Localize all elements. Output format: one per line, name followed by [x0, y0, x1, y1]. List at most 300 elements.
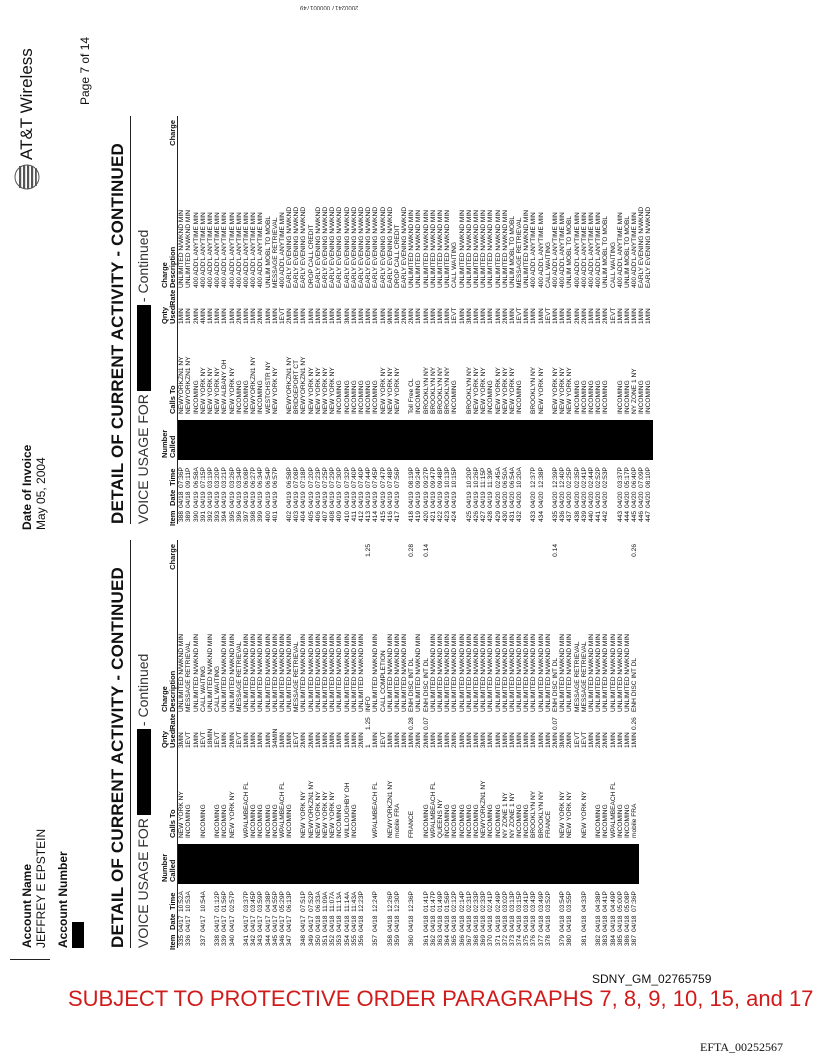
item-number: 390: [192, 511, 200, 523]
quantity-used: 1EVT: [278, 307, 286, 324]
charge-description: UNLIM MOBL TO MOBL: [264, 215, 272, 288]
calls-to: INCOMING: [595, 380, 603, 414]
charge-amount: 1.25: [365, 544, 373, 557]
call-date: 04/18: [623, 915, 631, 932]
quantity-used: 1MIN: [386, 732, 394, 748]
call-time: 03:02P: [501, 891, 509, 912]
call-row: [581, 116, 588, 524]
charge-description: UNLIMITED N/WKND MIN: [372, 633, 380, 712]
call-row: [631, 116, 638, 524]
quantity-used: 1MIN: [472, 308, 480, 324]
call-time: 06:13P: [286, 891, 294, 912]
quantity-used: 1MIN: [192, 732, 200, 748]
item-number: 442: [602, 511, 610, 523]
quantity-used: 1MIN: [516, 732, 524, 748]
calls-to: INCOMING: [587, 380, 595, 414]
calls-to: INCOMING: [221, 804, 229, 838]
quantity-used: 1MIN: [178, 308, 186, 324]
call-date: 04/18: [393, 915, 401, 932]
call-row: [516, 540, 523, 948]
calls-to: BROOKLYN NY: [422, 366, 430, 414]
call-time: 07:36P: [178, 467, 186, 488]
charge-amount: 0.14: [422, 544, 430, 557]
call-date: 04/18: [516, 915, 524, 932]
call-date: 04/18: [508, 915, 516, 932]
call-time: 10:52A: [178, 891, 186, 912]
call-row: [502, 116, 509, 524]
call-time: 02:53P: [602, 467, 610, 488]
quantity-used: 1MIN: [242, 308, 250, 324]
call-time: 09:11P: [185, 467, 193, 488]
calls-to: NEW YORK NY: [379, 367, 387, 414]
charge-description: UNLIMITED N/WKND MIN: [393, 633, 401, 712]
call-date: 04/18: [494, 915, 502, 932]
call-time: 10:20A: [516, 467, 524, 488]
call-time: 03:26P: [228, 467, 236, 488]
call-time: 03:43P: [530, 891, 538, 912]
item-number: 368: [472, 935, 480, 947]
quantity-used: 1MIN: [214, 308, 222, 324]
call-date: 04/18: [444, 915, 452, 932]
call-date: 04/18: [386, 915, 394, 932]
quantity-used: 1MIN: [523, 308, 531, 324]
item-number: 447: [645, 511, 653, 523]
calls-to: BROOKLYN NY: [444, 366, 452, 414]
item-number: 431: [508, 511, 516, 523]
charge-description: UNLIMITED N/WKND MIN: [286, 633, 294, 712]
item-number: 352: [329, 935, 337, 947]
item-number: 395: [228, 511, 236, 523]
calls-to: NEW YORK NY: [552, 367, 560, 414]
charge-description: UNLIM MOBL TO MOBL: [508, 215, 516, 288]
call-time: 04:38P: [595, 891, 603, 912]
quantity-used: 1MIN: [444, 308, 452, 324]
call-row: [574, 540, 581, 948]
item-number: 388: [178, 511, 186, 523]
call-date: 04/19: [437, 491, 445, 508]
quantity-used: 2MIN: [235, 308, 243, 324]
charge-description: UNLIMITED N/WKND MIN: [501, 209, 509, 288]
call-date: 04/19: [207, 491, 215, 508]
call-date: 04/17: [221, 915, 229, 932]
item-number: 420: [422, 511, 430, 523]
calls-to: NEW YORK NY: [214, 367, 222, 414]
call-row: [344, 540, 351, 948]
call-time: 07:40P: [357, 467, 365, 488]
call-date: 04/17: [214, 915, 222, 932]
calls-to: INCOMING: [623, 804, 631, 838]
call-time: 02:33P: [472, 891, 480, 912]
quantity-used: 1EVT: [544, 307, 552, 324]
call-date: 04/20: [559, 491, 567, 508]
call-row: [286, 540, 293, 948]
call-time: 02:25P: [566, 467, 574, 488]
quantity-used: 1MIN: [278, 732, 286, 748]
right-detail-panel: [108, 116, 800, 524]
call-date: 04/19: [350, 491, 358, 508]
calls-to: WPALMBEACH FL: [242, 782, 250, 838]
calls-to: NEW YORK NY: [480, 367, 488, 414]
call-time: 05:17P: [623, 467, 631, 488]
item-number: 376: [530, 935, 538, 947]
col-item: Item: [168, 510, 178, 526]
call-date: 04/19: [293, 491, 301, 508]
calls-to: NEW YORK NY: [386, 367, 394, 414]
charge-description: UNLIMITED N/WKND MIN: [192, 633, 200, 712]
quantity-used: 1MIN: [458, 308, 466, 324]
charge-description: 400 ADD'L ANYTIME MIN: [199, 212, 207, 288]
call-date: 04/19: [357, 491, 365, 508]
call-time: 11:43A: [350, 891, 358, 912]
item-number: 428: [487, 511, 495, 523]
account-name-label: Account Name: [20, 863, 34, 948]
quantity-used: 1MIN: [501, 732, 509, 748]
quantity-used: 1MIN: [544, 732, 552, 748]
calls-to: INCOMING: [602, 804, 610, 838]
call-time: 02:57P: [228, 891, 236, 912]
item-number: 371: [494, 935, 502, 947]
quantity-used: 1MIN: [508, 308, 516, 324]
calls-to: INCOMING: [451, 804, 459, 838]
call-date: 04/19: [228, 491, 236, 508]
quantity-used: 1MIN: [530, 308, 538, 324]
left-call-rows: [178, 540, 638, 948]
call-date: 04/18: [523, 915, 531, 932]
call-row: [530, 116, 537, 524]
att-globe-icon: [14, 164, 40, 190]
quantity-used: 1MIN: [458, 732, 466, 748]
item-number: 374: [516, 935, 524, 947]
call-row: [538, 116, 545, 524]
call-row: [466, 540, 473, 948]
call-row: [243, 116, 250, 524]
call-date: 04/18: [616, 915, 624, 932]
item-number: 348: [300, 935, 308, 947]
call-date: 04/20: [516, 491, 524, 508]
call-time: 12:36P: [408, 891, 416, 912]
charge-description: ENH DISC INT DL: [422, 657, 430, 712]
item-number: 370: [487, 935, 495, 947]
charge-description: EARLY EVENING N/WKND: [357, 206, 365, 288]
item-number: 411: [350, 511, 358, 522]
call-time: 07:09P: [638, 467, 646, 488]
call-row: [631, 540, 638, 948]
quantity-used: 3MIN: [559, 732, 567, 748]
charge-description: 400 ADD'L ANYTIME MIN: [631, 212, 639, 288]
charge-description: UNLIMITED N/WKND MIN: [508, 633, 516, 712]
panel-title: DETAIL OF CURRENT ACTIVITY - CONTINUED: [108, 540, 131, 948]
calls-to: NEW YORK NY: [559, 791, 567, 838]
call-date: 04/18: [472, 915, 480, 932]
item-number: 392: [207, 511, 215, 523]
call-date: 04/19: [408, 491, 416, 508]
call-date: 04/17: [264, 915, 272, 932]
quantity-used: 1MIN: [530, 732, 538, 748]
call-row: [279, 540, 286, 948]
col-charge-desc-top: Charge: [160, 686, 170, 712]
charge-description: MESSAGE RETRIEVAL: [271, 217, 279, 288]
item-number: 400: [264, 511, 272, 523]
call-date: 04/17: [286, 915, 294, 932]
call-row: [351, 116, 358, 524]
quantity-used: 1MIN: [293, 308, 301, 324]
call-time: 08:19P: [408, 467, 416, 488]
call-date: 04/18: [530, 915, 538, 932]
calls-to: INCOMING: [343, 380, 351, 414]
quantity-used: 3MIN: [178, 732, 186, 748]
call-row: [617, 116, 624, 524]
call-time: 01:56P: [444, 891, 452, 912]
call-row: [459, 540, 466, 948]
item-number: 372: [501, 935, 509, 947]
item-number: 430: [501, 511, 509, 523]
call-row: [243, 540, 250, 948]
charge-description: UNLIMITED N/WKND MIN: [350, 633, 358, 712]
calls-to: NEW YORK NY: [537, 367, 545, 414]
call-date: 04/20: [623, 491, 631, 508]
call-date: 04/17: [228, 915, 236, 932]
bates-number: SDNY_GM_02765759: [592, 972, 712, 986]
quantity-used: 2MIN: [602, 308, 610, 324]
charge-description: UNLIMITED N/WKND MIN: [221, 633, 229, 712]
quantity-used: 1EVT: [214, 731, 222, 748]
call-time: 03:55P: [566, 891, 574, 912]
charge-description: UNLIMITED N/WKND MIN: [185, 209, 193, 288]
charge-description: UNLIMITED N/WKND MIN: [444, 633, 452, 712]
item-number: 378: [544, 935, 552, 947]
calls-to: INCOMING: [516, 804, 524, 838]
invoice-date-block: [20, 445, 48, 530]
call-time: 06:34P: [257, 467, 265, 488]
quantity-used: 1MIN: [623, 308, 631, 324]
rate: 0.28: [408, 717, 416, 730]
calls-to: NEW YORK NY: [559, 367, 567, 414]
efta-number: EFTA_00252567: [700, 1040, 784, 1054]
call-date: 04/19: [365, 491, 373, 508]
quantity-used: 1EVT: [293, 731, 301, 748]
charge-description: UNLIMITED N/WKND MIN: [178, 209, 186, 288]
call-row: [272, 116, 279, 524]
call-row: [566, 540, 573, 948]
calls-to: BROOKLYN NY: [465, 366, 473, 414]
charge-description: UNLIMITED N/WKND MIN: [516, 633, 524, 712]
charge-description: EARLY EVENING N/WKND: [645, 206, 653, 288]
col-called: Called: [168, 859, 178, 882]
quantity-used: 1MIN: [207, 308, 215, 324]
call-date: 04/20: [638, 491, 646, 508]
item-number: 345: [271, 935, 279, 947]
quantity-used: 1MIN: [343, 732, 351, 748]
call-date: 04/19: [429, 491, 437, 508]
charge-description: UNLIMITED N/WKND MIN: [566, 633, 574, 712]
call-time: 06:58A: [192, 467, 200, 488]
charge-description: 400 ADD'L ANYTIME MIN: [228, 212, 236, 288]
calls-to: NEW YORK NY: [580, 791, 588, 838]
item-number: 434: [537, 511, 545, 523]
call-row: [372, 116, 379, 524]
call-row: [473, 116, 480, 524]
call-date: 04/18: [314, 915, 322, 932]
call-row: [638, 116, 645, 524]
quantity-used: 1MIN: [480, 308, 488, 324]
call-date: 04/19: [257, 491, 265, 508]
call-time: 10:26P: [472, 467, 480, 488]
calls-to: NEW YORK NY: [307, 367, 315, 414]
call-date: 04/19: [444, 491, 452, 508]
charge-description: UNLIMITED N/WKND MIN: [609, 633, 617, 712]
charge-description: UNLIMITED N/WKND MIN: [357, 633, 365, 712]
call-date: 04/19: [242, 491, 250, 508]
call-row: [315, 116, 322, 524]
call-date: 04/20: [494, 491, 502, 508]
calls-to: NEW YORK NY: [472, 367, 480, 414]
item-number: 401: [271, 511, 279, 523]
call-date: 04/19: [214, 491, 222, 508]
quantity-used: 1MIN: [616, 308, 624, 324]
call-date: 04/19: [480, 491, 488, 508]
phone-redaction: [137, 305, 151, 391]
charge-description: UNLIMITED N/WKND MIN: [537, 633, 545, 712]
charge-description: 400 ADD'L ANYTIME MIN: [559, 212, 567, 288]
call-row: [265, 116, 272, 524]
call-row: [365, 116, 372, 524]
call-row: [610, 116, 617, 524]
calls-to: INCOMING: [458, 804, 466, 838]
item-number: 440: [587, 511, 595, 523]
call-row: [214, 116, 221, 524]
quantity-used: 1MIN: [379, 308, 387, 324]
call-row: [178, 116, 185, 524]
charge-description: UNLIMITED N/WKND MIN: [444, 209, 452, 288]
quantity-used: 2MIN: [192, 308, 200, 324]
item-number: 417: [393, 511, 401, 523]
call-time: 01:49P: [437, 891, 445, 912]
call-row: [358, 116, 365, 524]
call-date: 04/18: [580, 915, 588, 932]
charge-amount: 0.14: [552, 544, 560, 557]
item-number: 393: [214, 511, 222, 523]
call-date: 04/17: [278, 915, 286, 932]
charge-description: UNLIMITED N/WKND MIN: [480, 633, 488, 712]
charge-description: MESSAGE RETRIEVAL: [580, 641, 588, 712]
quantity-used: 1MIN: [508, 732, 516, 748]
call-date: 04/20: [616, 491, 624, 508]
charge-description: UNLIMITED N/WKND MIN: [523, 633, 531, 712]
call-row: [602, 116, 609, 524]
quantity-used: 1MIN: [444, 732, 452, 748]
call-row: [617, 540, 624, 948]
call-row: [293, 540, 300, 948]
call-time: 06:50A: [501, 467, 509, 488]
charge-description: UNLIMITED N/WKND MIN: [178, 633, 186, 712]
calls-to: BROOKLYN NY: [537, 790, 545, 838]
item-number: 419: [415, 511, 423, 523]
call-row: [229, 116, 236, 524]
charge-description: 400 ADD'L ANYTIME MIN: [192, 212, 200, 288]
quantity-used: 2MIN: [422, 732, 430, 748]
item-number: 359: [393, 935, 401, 947]
call-row: [401, 540, 408, 948]
quantity-used: 2MIN: [573, 308, 581, 324]
call-date: 04/18: [537, 915, 545, 932]
item-number: 350: [314, 935, 322, 947]
call-time: 12:37P: [530, 467, 538, 488]
quantity-used: 1MIN: [322, 732, 330, 748]
calls-to: NEWYORKZN1 NY: [480, 780, 488, 838]
left-detail-panel: [108, 540, 800, 948]
call-row: [336, 540, 343, 948]
call-time: 01:41P: [422, 891, 430, 912]
charge-description: UNLIMITED N/WKND MIN: [544, 633, 552, 712]
call-time: 07:56P: [393, 467, 401, 488]
call-row: [624, 540, 631, 948]
charge-description: UNLIMITED N/WKND MIN: [472, 633, 480, 712]
calls-to: INCOMING: [199, 804, 207, 838]
call-time: 07:36P: [631, 891, 639, 912]
charge-description: EARLY EVENING N/WKND: [379, 206, 387, 288]
call-time: 02:31P: [465, 891, 473, 912]
col-charge-desc-bottom: Description: [168, 670, 178, 712]
charge-description: CALL WAITING: [451, 241, 459, 288]
item-number: 338: [214, 935, 222, 947]
account-number-redaction: [72, 922, 84, 948]
calls-to: WPALMBEACH FL: [429, 782, 437, 838]
item-number: 406: [314, 511, 322, 523]
calls-to: INCOMING: [372, 380, 380, 414]
col-charge-desc-top: Charge: [160, 262, 170, 288]
call-time: 06:57P: [271, 467, 279, 488]
call-row: [193, 116, 200, 524]
charge-description: UNLIMITED N/WKND MIN: [242, 633, 250, 712]
call-date: 04/18: [480, 915, 488, 932]
continued-label: - Continued: [135, 653, 151, 727]
call-date: 04/19: [465, 491, 473, 508]
charge-description: MESSAGE RETRIEVAL: [293, 641, 301, 712]
calls-to: NEW YORK NY: [508, 367, 516, 414]
call-time: 03:20P: [214, 467, 222, 488]
quantity-used: 1MIN: [372, 732, 380, 748]
quantity-used: 1MIN: [472, 732, 480, 748]
quantity-used: 1MIN: [552, 308, 560, 324]
call-row: [552, 540, 559, 948]
charge-description: UNLIMITED N/WKND MIN: [472, 209, 480, 288]
quantity-used: 2MIN: [307, 732, 315, 748]
charge-description: EARLY EVENING N/WKND: [365, 206, 373, 288]
item-number: 439: [580, 511, 588, 523]
item-number: 389: [185, 511, 193, 523]
call-date: 04/20: [587, 491, 595, 508]
item-number: 441: [595, 511, 603, 523]
call-time: 07:51P: [300, 891, 308, 912]
quantity-used: 2MIN: [408, 308, 416, 324]
calls-to: INCOMING: [350, 380, 358, 414]
call-row: [351, 540, 358, 948]
call-row: [394, 116, 401, 524]
charge-description: UNLIM MOBL TO MOBL: [623, 215, 631, 288]
charge-description: UNLIMITED N/WKND MIN: [451, 633, 459, 712]
quantity-used: 1MIN: [537, 308, 545, 324]
call-row: [545, 116, 552, 524]
call-date: 04/19: [343, 491, 351, 508]
call-date: 04/17: [307, 915, 315, 932]
charge-description: EARLY EVENING N/WKND: [350, 206, 358, 288]
quantity-used: 1MIN: [631, 308, 639, 324]
continued-label: - Continued: [135, 229, 151, 303]
charge-description: UNLIMITED N/WKND MIN: [343, 633, 351, 712]
call-row: [207, 116, 214, 524]
charge-description: UNLIMITED N/WKND MIN: [559, 633, 567, 712]
call-time: 04:41P: [602, 891, 610, 912]
